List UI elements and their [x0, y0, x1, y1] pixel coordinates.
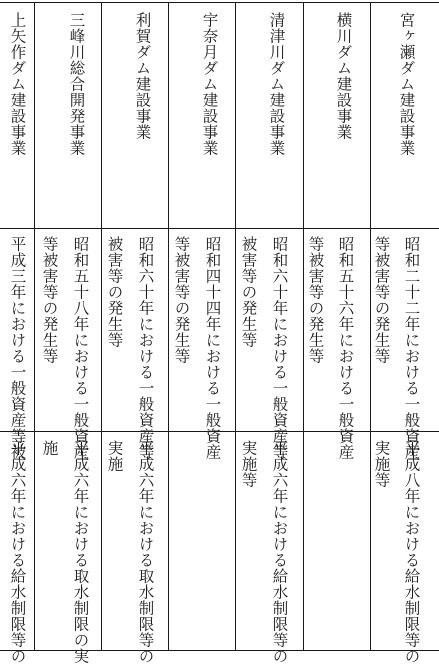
restriction-text-line: 平成六年における取水制限等の [136, 440, 155, 664]
damage-text-line: 昭和五十六年における一般資産 [336, 236, 355, 460]
column-divider [101, 2, 102, 650]
damage-text-line: 等被害等の発生等 [306, 236, 325, 364]
project-name: 上矢作ダム建設事業 [8, 12, 27, 156]
project-name: 利賀ダム建設事業 [133, 12, 152, 140]
project-name: 三峰川総合開発事業 [67, 12, 86, 156]
damage-text-line: 等被害等の発生等 [372, 236, 391, 364]
restriction-text-line: 実施等 [239, 440, 258, 488]
damage-text-line: 被害等の発生等 [105, 236, 124, 348]
restriction-text-line: 実施 [105, 440, 124, 472]
damage-text-line: 昭和二十二年における一般資産 [402, 236, 421, 460]
project-name: 清津川ダム建設事業 [267, 12, 286, 156]
restriction-text-line: 実施等 [372, 440, 391, 488]
column-divider [168, 2, 169, 650]
column-divider [370, 2, 371, 650]
damage-text-line: 平成三年における一般資産等被 [8, 236, 27, 460]
top-rule [0, 2, 439, 3]
restriction-text-line: 平成六年における給水制限等の [8, 440, 27, 664]
damage-text-line: 被害等の発生等 [239, 236, 258, 348]
column-divider [34, 2, 35, 650]
row-divider [0, 228, 439, 229]
damage-text-line: 昭和四十四年における一般資産 [203, 236, 222, 460]
restriction-text-line: 施 [40, 440, 59, 456]
damage-text-line: 等被害等の発生等 [172, 236, 191, 364]
damage-text-line: 昭和五十八年における一般資産 [71, 236, 90, 460]
project-name: 宇奈月ダム建設事業 [200, 12, 219, 156]
project-name: 宮ヶ瀬ダム建設事業 [397, 12, 416, 156]
damage-text-line: 昭和六十年における一般資産等 [270, 236, 289, 460]
restriction-text-line: 平成八年における給水制限等の [402, 440, 421, 664]
damage-text-line: 等被害等の発生等 [40, 236, 59, 364]
project-name: 横川ダム建設事業 [334, 12, 353, 140]
restriction-text-line: 平成六年における取水制限の実 [71, 440, 90, 664]
column-divider [303, 2, 304, 650]
column-divider [235, 2, 236, 650]
restriction-text-line: 平成六年における給水制限等の [270, 440, 289, 664]
damage-text-line: 昭和六十年における一般資産等 [136, 236, 155, 460]
bottom-rule [0, 650, 439, 651]
